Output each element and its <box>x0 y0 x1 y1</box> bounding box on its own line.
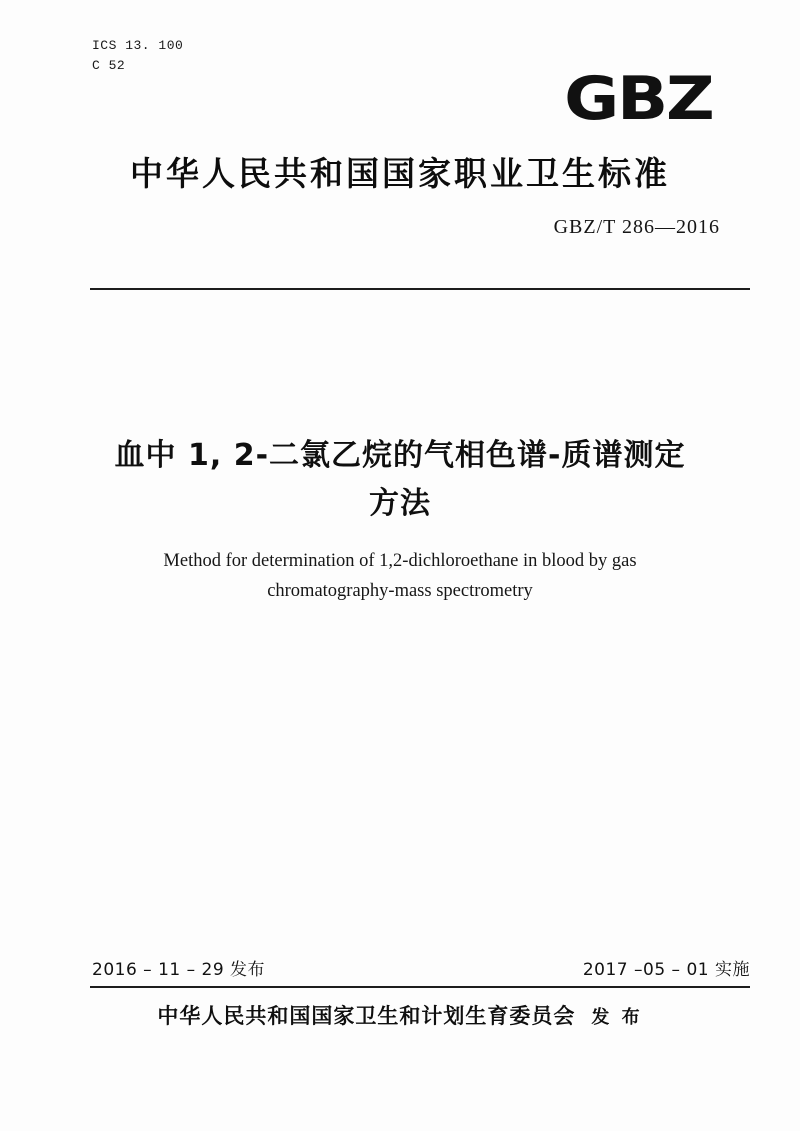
issue-date: 2016 – 11 – 29 发布 <box>92 960 266 980</box>
classification-code: C 52 <box>92 58 126 73</box>
document-title-en-line1: Method for determination of 1,2-dichloroethane in blood by gas <box>163 551 637 571</box>
header-divider <box>90 288 750 290</box>
gbz-logo: GBZ <box>563 64 712 134</box>
publisher-line <box>0 1000 800 1030</box>
effective-date: 2017 –05 – 01 实施 <box>582 960 750 980</box>
document-title-en-line2: chromatography-mass spectrometry <box>267 581 533 601</box>
document-title-cn-line1: 血中 1, 2-二氯乙烷的气相色谱-质谱测定 <box>114 438 686 473</box>
ics-code: ICS 13. 100 <box>92 38 184 53</box>
document-title-cn <box>60 432 740 528</box>
standard-title: 中华人民共和国国家职业卫生标准 <box>130 154 670 193</box>
publisher-verb: 发 布 <box>591 1007 643 1028</box>
date-row <box>92 955 750 979</box>
standard-number: GBZ/T 286—2016 <box>553 216 720 238</box>
footer-divider <box>90 986 750 988</box>
ics-meta-block <box>92 36 183 76</box>
document-title-en <box>100 546 700 606</box>
document-title-cn-line2: 方法 <box>369 486 431 521</box>
publisher-name: 中华人民共和国国家卫生和计划生育委员会 <box>157 1004 576 1028</box>
